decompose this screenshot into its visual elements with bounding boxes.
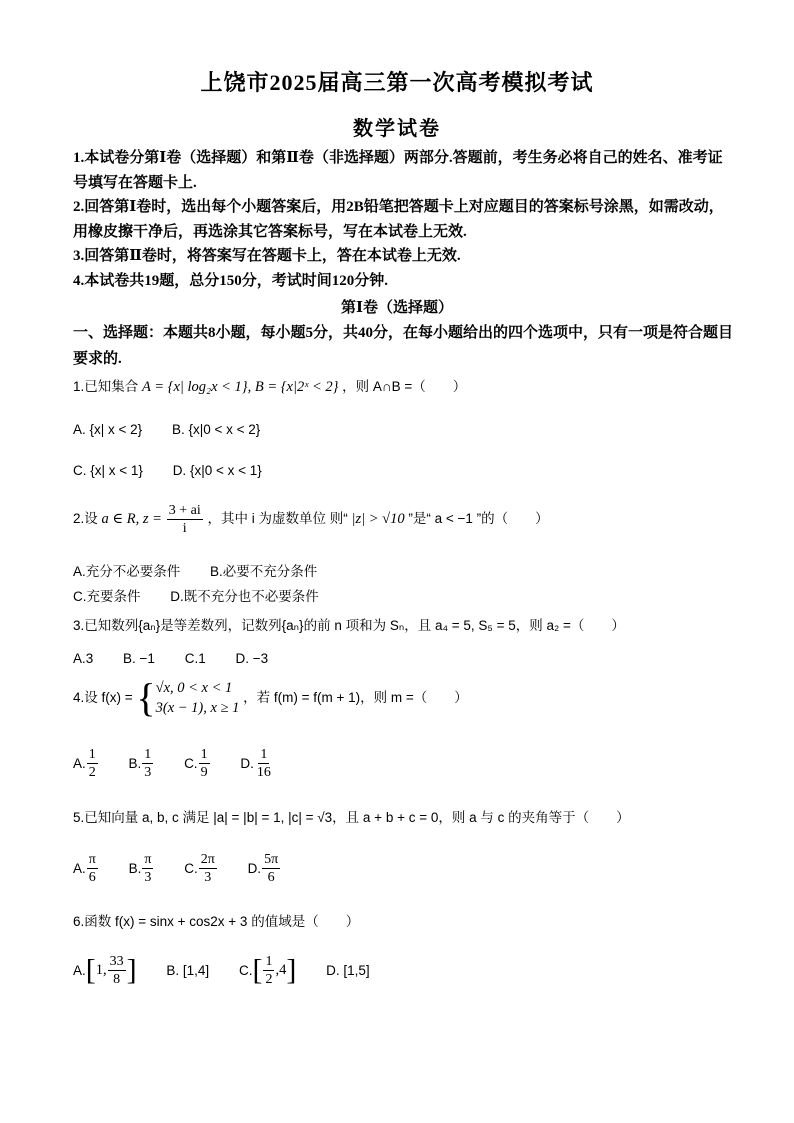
q4-option-d-frac <box>255 746 273 781</box>
q5-option-b-den: 3 <box>144 870 152 885</box>
q4-option-c-frac <box>199 746 210 781</box>
q6-option-a-rbracket: ] <box>126 953 137 987</box>
q4-lead: 4.设 f(x) = <box>73 690 133 705</box>
q5-options <box>73 851 307 886</box>
q2-tail: ”是“ a < −1 ”的（ ） <box>408 511 549 527</box>
q2-option-d: D.既不充分也不必要条件 <box>170 589 319 604</box>
q5-option-a-frac <box>87 851 98 886</box>
q4-option-b-num: 1 <box>144 747 152 762</box>
q5-option-a-den: 6 <box>88 870 96 885</box>
q6-option-a-num: 33 <box>109 954 124 969</box>
q6-option-c <box>239 953 296 988</box>
q1-lead: 1.已知集合 <box>73 379 139 394</box>
q4-option-b-frac <box>142 746 153 781</box>
q6-option-a-frac <box>108 953 126 988</box>
q6-option-c-num: 1 <box>265 954 273 969</box>
q2-option-c: C.充要条件 <box>73 589 141 604</box>
q3-options <box>73 651 294 666</box>
q4-piecewise <box>136 675 240 720</box>
q4-option-a-den: 2 <box>88 765 96 780</box>
q4-option-a-num: 1 <box>88 747 96 762</box>
q6-option-c-rbracket: ] <box>286 953 297 987</box>
q6-option-c-frac <box>263 953 274 988</box>
q2-options-row2 <box>73 585 345 605</box>
q4-brace: { <box>136 675 156 720</box>
instruction-4: 4.本试卷共19题，总分150分，考试时间120分钟. <box>73 272 389 289</box>
instruction-2: 2.回答第Ⅰ卷时，选出每个小题答案后，用2B铅笔把答题卡上对应题目的答案标号涂黑，如需改动，用橡皮擦干净后，再选涂其它答案标号，写在本试卷上无效. <box>73 199 724 240</box>
q5-option-b-frac <box>142 851 153 886</box>
q6-option-d: D. [1,5] <box>326 963 370 978</box>
q6-option-b: B. [1,4] <box>166 963 210 978</box>
q4-option-b-label: B. <box>128 756 142 771</box>
q5-option-a-label: A. <box>73 861 86 876</box>
q4-option-b-den: 3 <box>144 765 152 780</box>
q6-option-c-label: C. <box>238 963 253 978</box>
q4-cases <box>156 678 240 718</box>
q1-set-b: B = {x|2ˣ < 2} <box>254 379 339 395</box>
q4-option-d-num: 1 <box>260 747 268 762</box>
q6-option-a-den: 8 <box>113 972 121 987</box>
q2-option-b: B.必要不充分条件 <box>210 564 318 579</box>
q1-options-row2 <box>73 463 288 478</box>
q5-option-c-frac <box>199 851 217 886</box>
q5-option-d-label: D. <box>247 861 262 876</box>
exam-title: 上饶市2025届高三第一次高考模拟考试 <box>200 70 594 95</box>
question-2 <box>73 502 549 537</box>
q5-option-a-num: π <box>88 852 96 867</box>
q5-option-a <box>73 851 99 886</box>
q5-option-c-num: 2π <box>200 852 215 867</box>
q2-fraction <box>167 502 203 537</box>
q6-option-c-lbracket: [ <box>252 953 263 987</box>
q5-option-b-label: B. <box>128 861 142 876</box>
q4-option-a-frac <box>87 746 98 781</box>
section-heading: 第Ⅰ卷（选择题） <box>340 300 454 316</box>
q6-options <box>73 953 396 988</box>
question-3: 3.已知数列{aₙ}是等差数列，记数列{aₙ}的前 n 项和为 Sₙ，且 a₄ = 5, S₅ = 5，则 a₂ =（ ） <box>73 618 625 633</box>
q2-denominator: i <box>182 521 187 536</box>
q3-option-a: A.3 <box>73 651 94 666</box>
q4-option-a-label: A. <box>73 756 86 771</box>
exam-subtitle: 数学试卷 <box>353 118 441 140</box>
q2-option-a: A.充分不必要条件 <box>73 564 181 579</box>
q4-option-d-den: 16 <box>256 765 271 780</box>
q3-option-d: D. −3 <box>235 651 269 666</box>
q1-option-b: B. {x|0 < x < 2} <box>171 422 261 437</box>
q4-option-b <box>129 746 155 781</box>
q3-option-b: B. −1 <box>123 651 155 666</box>
q5-option-c-den: 3 <box>204 870 212 885</box>
q4-options <box>73 746 300 781</box>
part-one-heading: 一、选择题：本题共8小题，每小题5分，共40分，在每小题给出的四个选项中，只有一项是符合题目要求的. <box>73 325 734 367</box>
q4-option-a <box>73 746 99 781</box>
q6-option-a-label: A. <box>73 963 86 978</box>
q4-option-d-label: D. <box>240 756 254 771</box>
q5-option-d-num: 5π <box>264 852 279 867</box>
q1-option-a: A. {x| x < 2} <box>73 422 143 437</box>
q6-option-c-den: 2 <box>265 972 273 987</box>
q4-tail: ，若 f(m) = f(m + 1)，则 m =（ ） <box>243 690 468 705</box>
q2-options-row1 <box>73 560 343 580</box>
q2-condition: a ∈ R, z = <box>101 511 162 528</box>
q4-option-c-label: C. <box>184 756 198 771</box>
q5-option-d <box>248 851 282 886</box>
q5-option-d-den: 6 <box>267 870 275 885</box>
q1-option-d: D. {x|0 < x < 1} <box>172 463 262 478</box>
question-1: 1.已知集合 A = {x| log₂x < 1}, B = {x|2ˣ < 2} ，则 A∩B =（ ） <box>73 379 467 395</box>
instruction-1: 1.本试卷分第Ⅰ卷（选择题）和第Ⅱ卷（非选择题）两部分.答题前，考生务必将自己的姓名、准考证号填写在答题卡上. <box>73 150 723 191</box>
q6-option-c-right: ,4 <box>275 962 287 978</box>
q4-option-c-num: 1 <box>200 747 208 762</box>
q6-option-a-left: 1, <box>95 962 107 978</box>
q6-option-a-lbracket: [ <box>85 953 96 987</box>
q5-option-d-frac <box>262 851 280 886</box>
q1-set-a: A = {x| log₂x < 1} <box>142 379 248 395</box>
q4-option-d <box>240 746 274 781</box>
q5-option-b-num: π <box>144 852 152 867</box>
q4-option-c <box>184 746 211 781</box>
q4-case-1: √x, 0 < x < 1 <box>155 680 233 696</box>
q1-options-row1 <box>73 422 286 437</box>
q1-tail: ，则 A∩B =（ ） <box>342 379 467 394</box>
q5-option-c-label: C. <box>184 861 198 876</box>
q1-option-c: C. {x| x < 1} <box>73 463 143 478</box>
instructions <box>73 146 733 293</box>
q4-option-c-den: 9 <box>200 765 208 780</box>
instruction-3: 3.回答第Ⅱ卷时，将答案写在答题卡上，答在本试卷上无效. <box>73 248 461 264</box>
q5-option-b <box>129 851 155 886</box>
q4-case-2: 3(x − 1), x ≥ 1 <box>155 700 240 716</box>
question-4 <box>73 675 468 720</box>
question-6: 6.函数 f(x) = sinx + cos2x + 3 的值域是（ ） <box>73 914 360 929</box>
q6-option-a <box>73 953 137 988</box>
q2-expression: |z| > √10 <box>351 511 405 528</box>
q5-option-c <box>184 851 218 886</box>
q2-numerator: 3 + ai <box>168 503 201 518</box>
question-5: 5.已知向量 a, b, c 满足 |a| = |b| = 1, |c| = √3，且 a + b + c = 0，则 a 与 c 的夹角等于（ ） <box>73 810 630 825</box>
q2-mid: ，其中 i 为虚数单位 则“ <box>207 511 348 527</box>
q2-lead: 2.设 <box>73 511 98 527</box>
q3-option-c: C.1 <box>184 651 206 666</box>
